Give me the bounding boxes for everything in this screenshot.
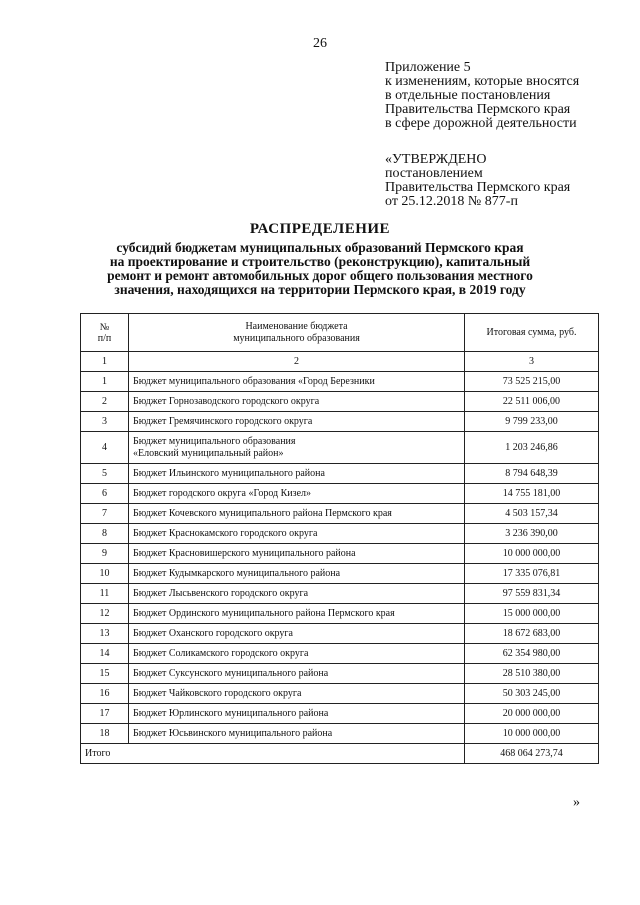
table-row: [81, 392, 599, 412]
header-sum: Итоговая сумма, руб.: [465, 314, 599, 352]
appendix-line: Приложение 5: [385, 60, 471, 75]
table-row: [81, 412, 599, 432]
table-row: [81, 432, 599, 464]
appendix-block: [385, 61, 579, 131]
approved-line: от 25.12.2018 № 877-п: [385, 194, 518, 209]
column-number-row: [81, 352, 599, 372]
row-sum: 10 000 000,00: [465, 724, 599, 744]
row-number: 4: [81, 432, 129, 464]
row-number: 8: [81, 524, 129, 544]
row-sum: 17 335 076,81: [465, 564, 599, 584]
row-number: 11: [81, 584, 129, 604]
row-sum: 4 503 157,34: [465, 504, 599, 524]
header-number-line1: №: [99, 321, 110, 333]
row-number: 10: [81, 564, 129, 584]
row-budget-name: Бюджет Кочевского муниципального района Пермского края: [129, 504, 465, 524]
column-number: 2: [129, 352, 465, 372]
header-name-line1: Наименование бюджета: [245, 320, 348, 332]
row-sum: 9 799 233,00: [465, 412, 599, 432]
distribution-table: [80, 313, 599, 764]
subtitle-line: субсидий бюджетам муниципальных образований Пермского края: [116, 240, 524, 255]
approved-line: «УТВЕРЖДЕНО: [385, 152, 487, 167]
table-row: [81, 704, 599, 724]
total-sum: 468 064 273,74: [465, 744, 599, 764]
subtitle-line: ремонт и ремонт автомобильных дорог общего пользования местного: [107, 268, 533, 283]
approved-line: постановлением: [385, 166, 483, 181]
appendix-line: к изменениям, которые вносятся: [385, 74, 580, 89]
header-name: [129, 314, 465, 352]
row-number: 13: [81, 624, 129, 644]
page-number: 26: [313, 36, 327, 51]
row-number: 5: [81, 464, 129, 484]
total-label: Итого: [81, 744, 465, 764]
subtitle-line: значения, находящихся на территории Пермского края, в 2019 году: [114, 282, 526, 297]
row-number: 6: [81, 484, 129, 504]
row-number: 16: [81, 684, 129, 704]
row-number: 3: [81, 412, 129, 432]
row-budget-name: Бюджет городского округа «Город Кизел»: [129, 484, 465, 504]
row-sum: 50 303 245,00: [465, 684, 599, 704]
row-number: 17: [81, 704, 129, 724]
document-subtitle: [60, 241, 580, 297]
table-row: [81, 584, 599, 604]
row-sum: 18 672 683,00: [465, 624, 599, 644]
header-number-line2: п/п: [97, 332, 112, 344]
row-number: 15: [81, 664, 129, 684]
row-number: 14: [81, 644, 129, 664]
approved-line: Правительства Пермского края: [385, 180, 571, 195]
row-sum: 14 755 181,00: [465, 484, 599, 504]
row-budget-name: Бюджет Соликамского городского округа: [129, 644, 465, 664]
row-budget-name: Бюджет Красновишерского муниципального района: [129, 544, 465, 564]
row-budget-name: Бюджет Ильинского муниципального района: [129, 464, 465, 484]
column-number: 1: [81, 352, 129, 372]
row-budget-name: Бюджет муниципального образования «Город Березники: [129, 372, 465, 392]
row-number: 7: [81, 504, 129, 524]
row-sum: 62 354 980,00: [465, 644, 599, 664]
row-budget-name: Бюджет Суксунского муниципального района: [129, 664, 465, 684]
row-budget-name: Бюджет Ординского муниципального района Пермского края: [129, 604, 465, 624]
row-sum: 15 000 000,00: [465, 604, 599, 624]
row-budget-name-line2: «Еловский муниципальный район»: [133, 447, 284, 459]
row-sum: 97 559 831,34: [465, 584, 599, 604]
table-row: [81, 664, 599, 684]
table-row: [81, 724, 599, 744]
column-number: 3: [465, 352, 599, 372]
appendix-line: Правительства Пермского края: [385, 102, 571, 117]
table-row: [81, 504, 599, 524]
header-name-line2: муниципального образования: [233, 332, 360, 344]
header-number: [81, 314, 129, 352]
table-row: [81, 544, 599, 564]
row-sum: 3 236 390,00: [465, 524, 599, 544]
document-title: РАСПРЕДЕЛЕНИЕ: [249, 221, 391, 237]
row-budget-name: Бюджет Гремячинского городского округа: [129, 412, 465, 432]
table-header-row: [81, 314, 599, 352]
row-budget-name: Бюджет Лысьвенского городского округа: [129, 584, 465, 604]
row-budget-name: Бюджет Кудымкарского муниципального района: [129, 564, 465, 584]
closing-quote-mark: »: [573, 795, 580, 810]
row-sum: 8 794 648,39: [465, 464, 599, 484]
approved-block: [385, 153, 570, 209]
table-row: [81, 604, 599, 624]
row-sum: 1 203 246,86: [465, 432, 599, 464]
table-row: [81, 564, 599, 584]
row-sum: 20 000 000,00: [465, 704, 599, 724]
row-budget-name: [129, 432, 465, 464]
row-number: 2: [81, 392, 129, 412]
table-row: [81, 464, 599, 484]
row-budget-name: Бюджет Юрлинского муниципального района: [129, 704, 465, 724]
row-sum: 22 511 006,00: [465, 392, 599, 412]
row-budget-name-line1: Бюджет муниципального образования: [133, 435, 296, 447]
table-total-row: [81, 744, 599, 764]
row-sum: 10 000 000,00: [465, 544, 599, 564]
table-row: [81, 484, 599, 504]
row-sum: 28 510 380,00: [465, 664, 599, 684]
table-row: [81, 524, 599, 544]
table-row: [81, 684, 599, 704]
row-number: 12: [81, 604, 129, 624]
table-row: [81, 372, 599, 392]
row-budget-name: Бюджет Горнозаводского городского округа: [129, 392, 465, 412]
table-row: [81, 644, 599, 664]
row-number: 18: [81, 724, 129, 744]
row-budget-name: Бюджет Чайковского городского округа: [129, 684, 465, 704]
row-budget-name: Бюджет Краснокамского городского округа: [129, 524, 465, 544]
appendix-line: в отдельные постановления: [385, 88, 551, 103]
row-budget-name: Бюджет Юсьвинского муниципального района: [129, 724, 465, 744]
appendix-line: в сфере дорожной деятельности: [385, 116, 577, 131]
row-number: 1: [81, 372, 129, 392]
table-row: [81, 624, 599, 644]
subtitle-line: на проектирование и строительство (реконструкцию), капитальный: [109, 254, 531, 269]
row-budget-name: Бюджет Оханского городского округа: [129, 624, 465, 644]
row-number: 9: [81, 544, 129, 564]
row-sum: 73 525 215,00: [465, 372, 599, 392]
